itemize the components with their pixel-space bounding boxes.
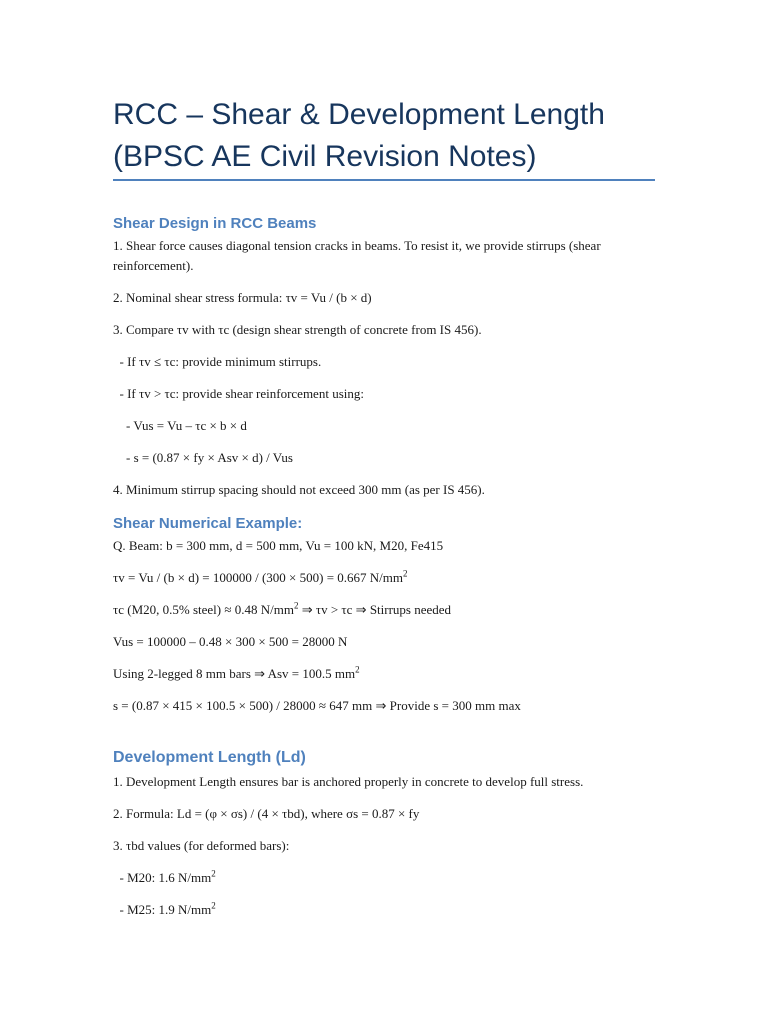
development-paragraph-3: 3. τbd values (for deformed bars):: [113, 838, 290, 853]
numerical-paragraph-3-pre: τc (M20, 0.5% steel) ≈ 0.48 N/mm: [113, 602, 294, 617]
title-underline: [113, 179, 655, 181]
superscript-2: 2: [293, 600, 299, 611]
title-line-1: RCC – Shear & Development Length: [113, 98, 605, 131]
title-line-2: (BPSC AE Civil Revision Notes): [113, 140, 537, 173]
numerical-paragraph-4: Vus = 100000 – 0.48 × 300 × 500 = 28000 N: [113, 634, 348, 649]
development-paragraph-1: 1. Development Length ensures bar is anchored properly in concrete to develop full stress.: [113, 774, 584, 789]
superscript-2: 2: [211, 868, 216, 879]
section-heading-numerical: Shear Numerical Example:: [113, 515, 303, 532]
development-paragraph-5: [113, 900, 658, 920]
page-title: [113, 94, 658, 178]
numerical-paragraph-2-text: τv = Vu / (b × d) = 100000 / (300 × 500) = 0.667 N/mm: [113, 570, 404, 585]
superscript-2: 2: [403, 568, 408, 579]
shear-paragraph-1: 1. Shear force causes diagonal tension cracks in beams. To resist it, we provide stirrups (shear reinforcement).: [113, 238, 601, 273]
numerical-paragraph-3: [113, 600, 658, 620]
section-heading-development-length: Development Length (Ld): [113, 749, 306, 766]
development-paragraph-4: [113, 868, 658, 888]
shear-paragraph-4: - If τv ≤ τc: provide minimum stirrups.: [113, 354, 322, 369]
numerical-paragraph-3-post: ⇒ τv > τc ⇒ Stirrups needed: [298, 602, 452, 617]
numerical-paragraph-5-text: Using 2-legged 8 mm bars ⇒ Asv = 100.5 mm: [113, 666, 356, 681]
numerical-paragraph-5: [113, 664, 658, 684]
development-paragraph-4-text: - M20: 1.6 N/mm: [113, 870, 212, 885]
section-heading-shear-design: Shear Design in RCC Beams: [113, 215, 317, 232]
superscript-2: 2: [355, 664, 360, 675]
shear-paragraph-6: - Vus = Vu – τc × b × d: [113, 418, 247, 433]
development-paragraph-5-text: - M25: 1.9 N/mm: [113, 902, 212, 917]
numerical-paragraph-2: [113, 568, 658, 588]
numerical-paragraph-6: s = (0.87 × 415 × 100.5 × 500) / 28000 ≈ 647 mm ⇒ Provide s = 300 mm max: [113, 698, 521, 713]
superscript-2: 2: [211, 900, 216, 911]
shear-paragraph-8: 4. Minimum stirrup spacing should not exceed 300 mm (as per IS 456).: [113, 482, 485, 497]
development-paragraph-2: 2. Formula: Ld = (φ × σs) / (4 × τbd), where σs = 0.87 × fy: [113, 806, 420, 821]
shear-paragraph-2: 2. Nominal shear stress formula: τv = Vu / (b × d): [113, 290, 372, 305]
shear-paragraph-5: - If τv > τc: provide shear reinforcement using:: [113, 386, 364, 401]
numerical-paragraph-1: Q. Beam: b = 300 mm, d = 500 mm, Vu = 100 kN, M20, Fe415: [113, 538, 444, 553]
shear-paragraph-3: 3. Compare τv with τc (design shear strength of concrete from IS 456).: [113, 322, 482, 337]
shear-paragraph-7: - s = (0.87 × fy × Asv × d) / Vus: [113, 450, 293, 465]
